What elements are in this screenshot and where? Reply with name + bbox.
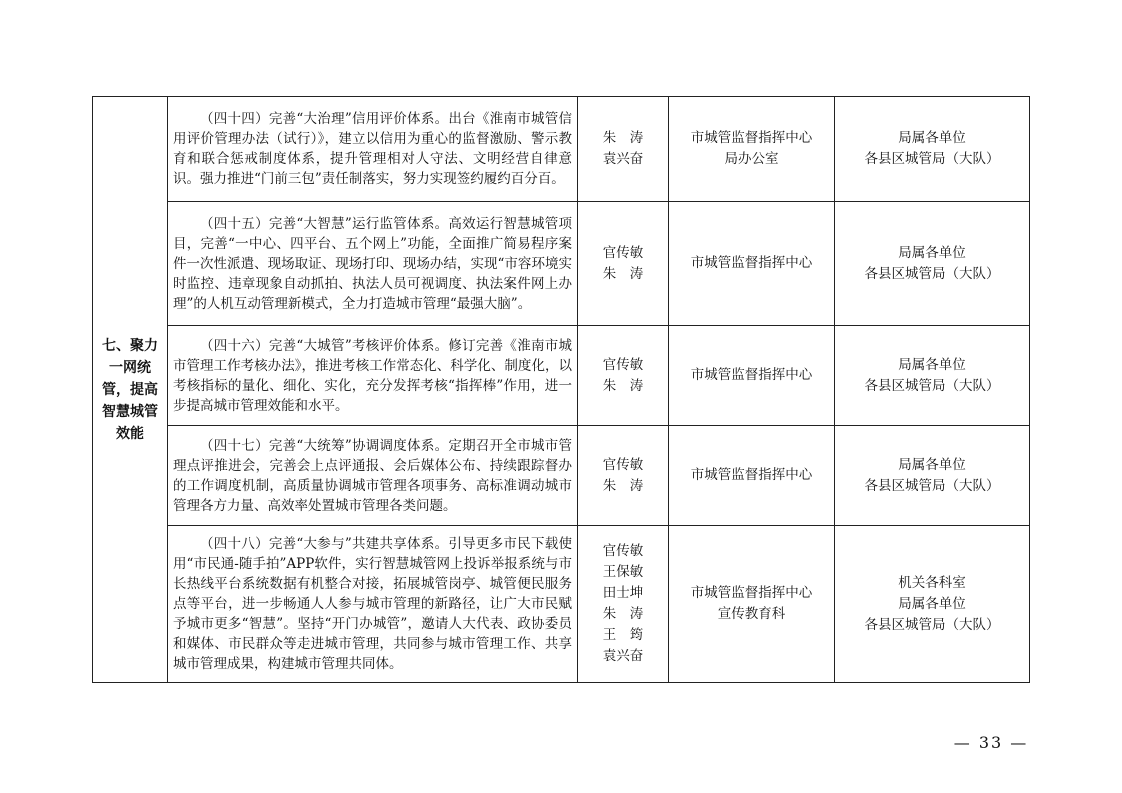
coop-unit-cell bbox=[835, 202, 1030, 326]
table-row bbox=[93, 97, 1030, 202]
coop-unit: 各县区城管局（大队） bbox=[864, 616, 1000, 633]
task-table-body bbox=[93, 97, 1030, 683]
coop-unit: 机关各科室 bbox=[898, 574, 966, 591]
coop-unit-cell bbox=[835, 97, 1030, 202]
lead-unit: 宣传教育科 bbox=[717, 606, 786, 622]
task-text: （四十七）完善“大统筹”协调调度体系。定期召开全市城市管理点评推进会，完善会上点评通报、会后媒体公布、持续跟踪督办的工作调度机制，高质量协调城市管理各项事务、高标准调动城市管理各方力量、高效率处置城市管理各类问题。 bbox=[173, 437, 572, 514]
leader-name: 田士坤 bbox=[602, 585, 644, 601]
leader-name: 朱 涛 bbox=[602, 130, 644, 146]
leader-name: 官传敏 bbox=[602, 356, 644, 373]
table-row bbox=[93, 526, 1030, 683]
leader-name: 王保敏 bbox=[602, 564, 644, 580]
leaders-cell bbox=[578, 326, 669, 426]
table-row bbox=[93, 426, 1030, 526]
lead-unit-cell bbox=[669, 326, 835, 426]
lead-unit: 市城管监督指挥中心 bbox=[690, 130, 813, 146]
table-row bbox=[93, 202, 1030, 326]
leader-name: 官传敏 bbox=[602, 543, 644, 559]
coop-unit: 局属各单位 bbox=[898, 456, 966, 473]
task-cell bbox=[168, 326, 578, 426]
coop-unit-cell bbox=[835, 326, 1030, 426]
task-cell bbox=[168, 202, 578, 326]
leaders-cell bbox=[578, 97, 669, 202]
coop-unit-cell bbox=[835, 426, 1030, 526]
lead-unit-cell bbox=[669, 526, 835, 683]
coop-unit: 局属各单位 bbox=[898, 356, 966, 373]
coop-unit-cell bbox=[835, 526, 1030, 683]
leaders-cell bbox=[578, 202, 669, 326]
lead-unit-cell bbox=[669, 97, 835, 202]
task-text: （四十四）完善“大治理”信用评价体系。出台《淮南市城管信用评价管理办法（试行）》，建立以信用为重心的监督激励、警示教育和联合惩戒制度体系，提升管理相对人守法、文明经营自律意识。强力推进“门前三包”责任制落实，努力实现签约履约百分百。 bbox=[173, 111, 572, 187]
coop-unit: 局属各单位 bbox=[898, 130, 966, 146]
task-text: （四十八）完善“大参与”共建共享体系。引导更多市民下载使用“市民通-随手拍”APP软件，实行智慧城管网上投诉举报系统与市长热线平台系统数据有机整合对接，拓展城管岗亭、城管便民服务点等平台，进一步畅通人人参与城市管理的新路径，让广大市民赋予城市更多“智慧”。坚持“开门办城管”，邀请人大代表、政协委员和媒体、市民群众等走进城市管理，共同参与城市管理工作、共享城市管理成果，构建城市管理共同体。 bbox=[173, 536, 572, 672]
coop-unit: 各县区城管局（大队） bbox=[864, 151, 1000, 167]
category-cell: 七、聚力一网统管，提高智慧城管效能 bbox=[93, 97, 168, 683]
leader-name: 朱 涛 bbox=[602, 377, 644, 394]
coop-unit: 局属各单位 bbox=[898, 595, 966, 612]
task-text: （四十五）完善“大智慧”运行监管体系。高效运行智慧城管项目，完善“一中心、四平台、五个网上”功能，全面推广简易程序案件一次性派遣、现场取证、现场打印、现场办结，实现“市容环境实时监控、违章现象自动抓拍、执法人员可视调度、执法案件网上办理”的人机互动管理新模式，全力打造城市管理“最强大脑”。 bbox=[173, 215, 572, 312]
lead-unit: 局办公室 bbox=[724, 151, 779, 167]
lead-unit: 市城管监督指挥中心 bbox=[690, 585, 813, 601]
task-table bbox=[92, 96, 1030, 683]
coop-unit: 局属各单位 bbox=[898, 244, 966, 261]
task-text: （四十六）完善“大城管”考核评价体系。修订完善《淮南市城市管理工作考核办法》，推进考核工作常态化、科学化、制度化，以考核指标的量化、细化、实化，充分发挥考核“指挥棒”作用，进一步提高城市管理效能和水平。 bbox=[173, 337, 572, 414]
leader-name: 朱 涛 bbox=[602, 606, 644, 622]
lead-unit: 市城管监督指挥中心 bbox=[690, 367, 813, 383]
coop-unit: 各县区城管局（大队） bbox=[864, 477, 1000, 494]
leaders-cell bbox=[578, 426, 669, 526]
lead-unit: 市城管监督指挥中心 bbox=[690, 255, 813, 271]
page-number: — 33 — bbox=[953, 733, 1029, 752]
task-cell bbox=[168, 426, 578, 526]
leaders-cell bbox=[578, 526, 669, 683]
leader-name: 袁兴奋 bbox=[602, 648, 644, 664]
lead-unit: 市城管监督指挥中心 bbox=[690, 467, 813, 483]
task-cell bbox=[168, 526, 578, 683]
leader-name: 朱 涛 bbox=[602, 265, 644, 282]
leader-name: 袁兴奋 bbox=[602, 151, 644, 167]
leader-name: 王 筠 bbox=[602, 627, 644, 643]
table-row bbox=[93, 326, 1030, 426]
leader-name: 官传敏 bbox=[602, 244, 644, 261]
lead-unit-cell bbox=[669, 426, 835, 526]
leader-name: 朱 涛 bbox=[602, 477, 644, 494]
coop-unit: 各县区城管局（大队） bbox=[864, 377, 1000, 394]
task-cell bbox=[168, 97, 578, 202]
coop-unit: 各县区城管局（大队） bbox=[864, 265, 1000, 282]
lead-unit-cell bbox=[669, 202, 835, 326]
leader-name: 官传敏 bbox=[602, 456, 644, 473]
